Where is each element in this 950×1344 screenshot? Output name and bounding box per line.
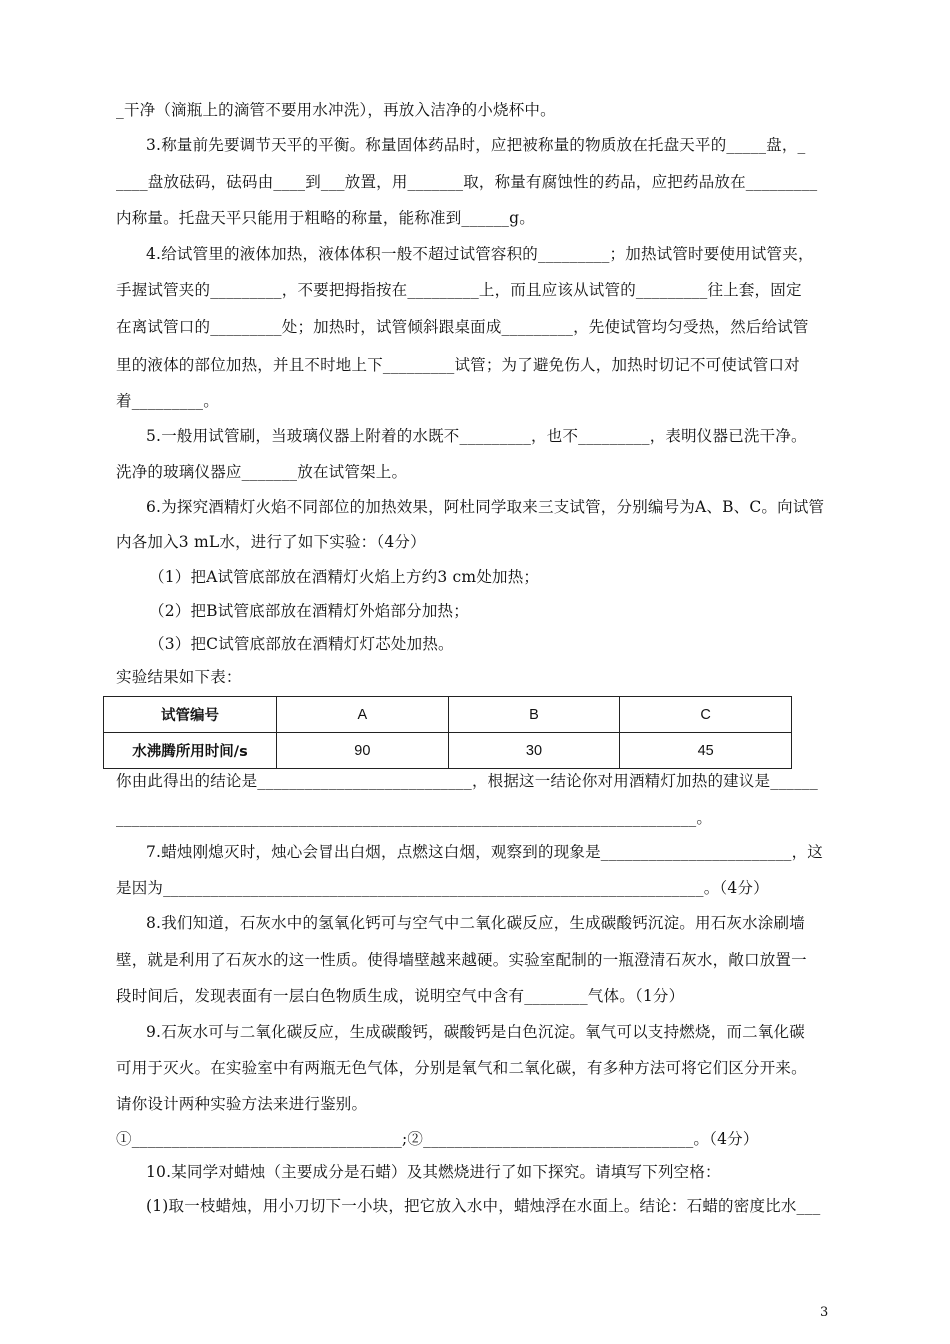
step-2: （2）把B试管底部放在酒精灯外焰部分加热； <box>149 602 469 620</box>
question-10: 10.某同学对蜡烛（主要成分是石蜡）及其燃烧进行了如下探究。请填写下列空格： <box>146 1163 721 1181</box>
table-caption: 实验结果如下表： <box>116 668 242 686</box>
question-4: 4.给试管里的液体加热，液体体积一般不超过试管容积的_________；加热试管时要使用试管夹， <box>146 245 814 263</box>
text-line: 洗净的玻璃仪器应_______放在试管架上。 <box>116 463 408 481</box>
text-line: 请你设计两种实验方法来进行鉴别。 <box>116 1095 368 1113</box>
text-line: 内称量。托盘天平只能用于粗略的称量，能称准到______g。 <box>116 209 535 227</box>
table-header-row <box>104 697 792 733</box>
table-cell: 30 <box>448 733 620 769</box>
table-header-label: 试管编号 <box>104 697 277 733</box>
table-cell: 45 <box>620 733 792 769</box>
text-line: 段时间后，发现表面有一层白色物质生成，说明空气中含有________气体。（1分） <box>116 987 685 1005</box>
question-8: 8.我们知道，石灰水中的氢氧化钙可与空气中二氧化碳反应，生成碳酸钙沉淀。用石灰水涂刷墙 <box>146 914 805 932</box>
step-3: （3）把C试管底部放在酒精灯灯芯处加热。 <box>149 635 454 653</box>
text-line: _干净（滴瓶上的滴管不要用水冲洗），再放入洁净的小烧杯中。 <box>116 101 556 119</box>
question-7: 7.蜡烛刚熄灭时，烛心会冒出白烟，点燃这白烟，观察到的现象是________________________，这 <box>146 843 823 861</box>
text-line: ①__________________________________;②__________________________________。（4分） <box>116 1130 759 1148</box>
table-column-header: C <box>620 697 792 733</box>
results-table <box>103 696 792 769</box>
text-line: 可用于灭火。在实验室中有两瓶无色气体，分别是氧气和二氧化碳，有多种方法可将它们区分开来。 <box>116 1059 807 1077</box>
table-row-label: 水沸腾所用时间/s <box>104 733 277 769</box>
table-cell: 90 <box>277 733 449 769</box>
text-line: 是因为____________________________________________________________________。（4分） <box>116 879 769 897</box>
table-column-header: B <box>448 697 620 733</box>
text-line: 手握试管夹的_________，不要把拇指按在_________上，而且应该从试管的_________往上套，固定 <box>116 281 802 299</box>
text-line: 里的液体的部位加热，并且不时地上下_________试管；为了避免伤人，加热时切记不可使试管口对 <box>116 356 800 374</box>
question-6: 6.为探究酒精灯火焰不同部位的加热效果，阿杜同学取来三支试管，分别编号为A、B、C。向试管 <box>146 498 825 516</box>
text-line: 壁，就是利用了石灰水的这一性质。使得墙壁越来越硬。实验室配制的一瓶澄清石灰水，敞口放置一 <box>116 951 807 969</box>
text-line: ____盘放砝码，砝码由____到___放置，用_______取，称量有腐蚀性的药品，应把药品放在_________ <box>116 173 818 191</box>
question-3: 3.称量前先要调节天平的平衡。称量固体药品时，应把被称量的物质放在托盘天平的_____盘，_ <box>146 136 806 154</box>
text-line: 你由此得出的结论是___________________________，根据这一结论你对用酒精灯加热的建议是______ <box>116 772 818 790</box>
step-1: （1）把A试管底部放在酒精灯火焰上方约3 cm处加热； <box>149 568 540 586</box>
text-line: 在离试管口的_________处；加热时，试管倾斜跟桌面成_________，先使试管均匀受热，然后给试管 <box>116 318 809 336</box>
text-line: 内各加入3 mL水，进行了如下实验：（4分） <box>116 533 426 551</box>
text-line: (1)取一枝蜡烛，用小刀切下一小块，把它放入水中，蜡烛浮在水面上。结论：石蜡的密度比水___ <box>146 1197 821 1215</box>
text-line: _________________________________________________________________________。 <box>116 809 713 827</box>
question-5: 5.一般用试管刷，当玻璃仪器上附着的水既不_________，也不_________，表明仪器已洗干净。 <box>146 427 807 445</box>
text-line: 着_________。 <box>116 392 219 410</box>
table-row <box>104 733 792 769</box>
table-column-header: A <box>277 697 449 733</box>
question-9: 9.石灰水可与二氧化碳反应，生成碳酸钙，碳酸钙是白色沉淀。氧气可以支持燃烧，而二氧化碳 <box>146 1023 805 1041</box>
page-number: 3 <box>820 1305 829 1320</box>
